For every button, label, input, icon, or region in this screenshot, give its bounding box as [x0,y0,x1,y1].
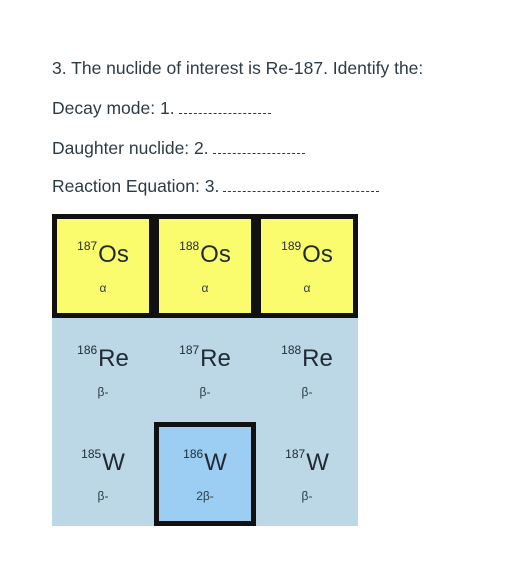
nuclide-cell-w-186 [154,422,256,526]
decay-mode-prompt [52,98,271,119]
decay-mode-label: β- [97,489,109,503]
decay-mode-label: α [201,281,209,295]
nuclide-cell-re-188 [256,318,358,422]
mass-number: 186 [77,343,98,357]
mass-number: 187 [179,343,200,357]
mass-number: 185 [81,447,102,461]
decay-mode-label: Decay mode: 1. [52,98,175,118]
mass-number: 186 [183,447,204,461]
nuclide-cell-os-187 [52,214,154,318]
nuclide-symbol [256,449,358,477]
nuclide-symbol [154,449,256,477]
nuclide-chart [52,214,358,528]
element-symbol: Os [200,241,231,268]
nuclide-cell-re-187 [154,318,256,422]
element-symbol: Re [98,345,129,372]
reaction-equation-label: Reaction Equation: 3. [52,176,220,196]
element-symbol: Re [302,345,333,372]
nuclide-symbol [52,241,154,269]
nuclide-cell-w-185 [52,422,154,526]
decay-mode-label: β- [199,385,211,399]
decay-mode-label: β- [301,489,313,503]
decay-mode-blank[interactable] [179,99,271,114]
element-symbol: Os [98,241,129,268]
reaction-equation-blank[interactable] [223,177,379,192]
mass-number: 187 [285,447,306,461]
nuclide-symbol [52,345,154,373]
reaction-equation-prompt [52,176,379,197]
decay-mode-label: β- [301,385,313,399]
element-symbol: Os [302,241,333,268]
decay-mode-label: α [99,281,107,295]
question-title-text: 3. The nuclide of interest is Re-187. Identify the: [52,58,424,78]
nuclide-symbol [256,241,358,269]
mass-number: 188 [281,343,302,357]
nuclide-cell-os-189 [256,214,358,318]
question-title [52,58,423,79]
element-symbol: W [306,449,329,476]
decay-mode-label: β- [97,385,109,399]
nuclide-symbol [154,241,256,269]
element-symbol: Re [200,345,231,372]
nuclide-cell-w-187 [256,422,358,526]
mass-number: 188 [179,239,200,253]
nuclide-symbol [52,449,154,477]
element-symbol: W [204,449,227,476]
decay-mode-label: α [303,281,311,295]
nuclide-cell-re-186 [52,318,154,422]
nuclide-symbol [256,345,358,373]
daughter-nuclide-label: Daughter nuclide: 2. [52,138,209,158]
daughter-nuclide-blank[interactable] [213,139,305,154]
nuclide-cell-os-188 [154,214,256,318]
mass-number: 189 [281,239,302,253]
nuclide-symbol [154,345,256,373]
decay-mode-label: 2β- [196,489,214,503]
mass-number: 187 [77,239,98,253]
daughter-nuclide-prompt [52,138,305,159]
element-symbol: W [102,449,125,476]
